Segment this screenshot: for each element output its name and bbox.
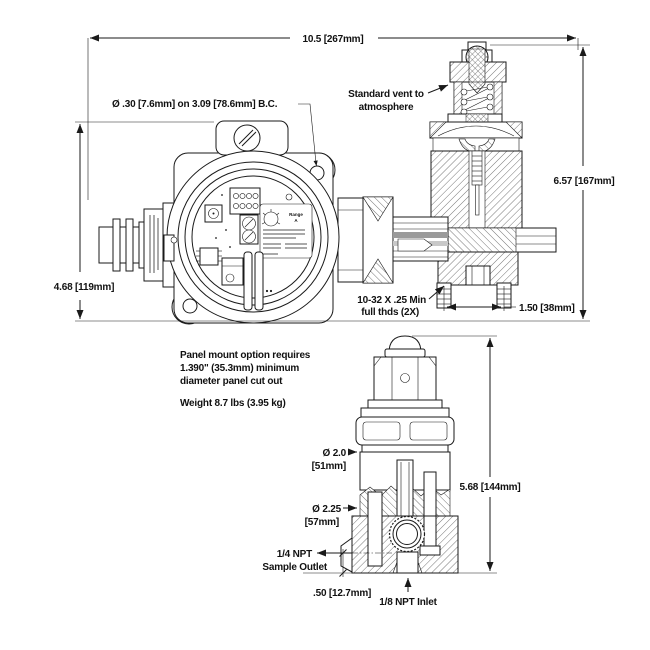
vent-note-line1: Standard vent to (348, 89, 424, 100)
dim-stud-spacing: 1.50 [38mm] (519, 303, 575, 314)
inlet-label: 1/8 NPT Inlet (379, 597, 437, 608)
relay-component (222, 258, 243, 285)
dim-height-front: 5.68 [144mm] (459, 482, 521, 493)
mounting-hole (183, 299, 197, 313)
probe-tube (393, 217, 448, 261)
weight-note: Weight 8.7 lbs (3.95 kg) (180, 398, 286, 409)
dim-height-left: 4.68 [119mm] (53, 282, 115, 293)
ic-chip (196, 248, 222, 265)
outlet-port (390, 517, 425, 552)
panel-note-line2: 1.390" (35.3mm) minimum (180, 363, 300, 374)
inner-slot-left (368, 492, 382, 566)
sensor-probe (338, 197, 393, 283)
panel-note-line1: Panel mount option requires (180, 350, 311, 361)
vent-note-line2: atmosphere (358, 102, 414, 113)
inner-tube-center (397, 460, 413, 516)
hex-nut (374, 357, 436, 400)
terminal-block (230, 188, 260, 214)
dim-height-right: 6.57 [167mm] (553, 176, 615, 187)
outlet-label-line1: 1/4 NPT (276, 549, 312, 560)
dim-dia-lower-line1: Ø 2.25 (312, 504, 341, 515)
bolt-circle-note: Ø .30 [7.6mm] on 3.09 [78.6mm] B.C. (112, 99, 278, 110)
inlet-channel (397, 552, 418, 573)
range-label: Range (289, 212, 303, 217)
dim-dia-upper-line1: Ø 2.0 (322, 448, 346, 459)
thread-note-line1: 10-32 X .25 Min (357, 295, 426, 306)
panel-note-line3: diameter panel cut out (180, 376, 283, 387)
probe-needle (398, 239, 432, 251)
dim-inlet-offset: .50 [12.7mm] (313, 588, 372, 599)
dim-dia-upper-line2: [51mm] (311, 461, 346, 472)
range-label-panel (260, 204, 312, 258)
terminal-screws (240, 215, 258, 244)
outlet-label-line2: Sample Outlet (262, 562, 327, 573)
dim-dia-lower-line2: [57mm] (304, 517, 339, 528)
vent-stem (469, 49, 485, 93)
inner-tube-right (424, 472, 436, 516)
rim-screw (171, 237, 177, 243)
dim-overall-width: 10.5 [267mm] (302, 34, 364, 45)
cover-clamp-screw (216, 121, 288, 155)
range-value: A (294, 218, 298, 223)
board-screw (286, 194, 292, 200)
knurled-ring (356, 417, 454, 445)
fitting-foot (420, 546, 440, 555)
vent-hole (401, 374, 410, 383)
thread-note-line2: full thds (2X) (361, 307, 419, 318)
potentiometer (205, 205, 222, 222)
